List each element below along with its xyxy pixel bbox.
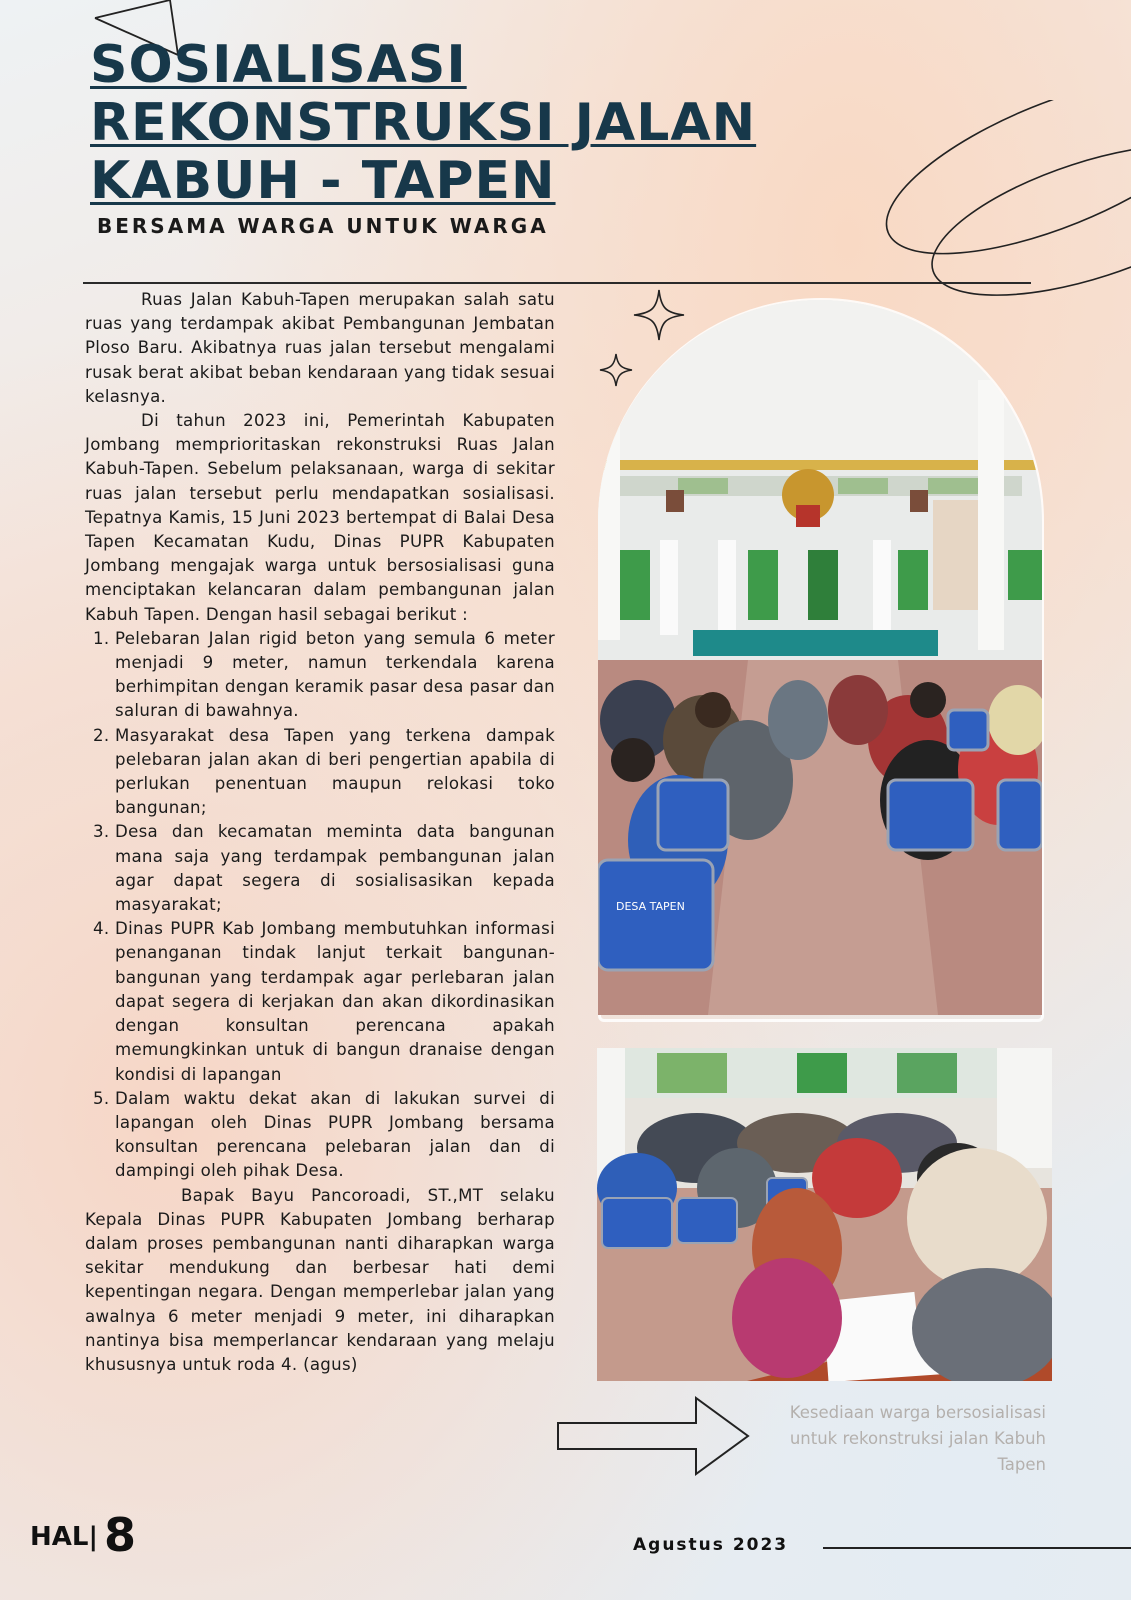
results-list-item: 3. Desa dan kecamatan meminta data bangunan mana saja yang terdampak pembangunan jalan agar dapat segera di sosialisasikan kepada masyarakat; bbox=[115, 820, 555, 917]
results-list bbox=[85, 627, 555, 1184]
title-line-3: KABUH - TAPEN bbox=[90, 151, 556, 211]
chair-label: DESA TAPEN bbox=[616, 900, 685, 913]
header-divider bbox=[83, 282, 1031, 284]
registration-photo bbox=[597, 1048, 1052, 1381]
page-subtitle: BERSAMA WARGA UNTUK WARGA bbox=[97, 214, 549, 238]
title-line-2: REKONSTRUKSI JALAN bbox=[90, 93, 757, 153]
meeting-hall-photo bbox=[598, 300, 1042, 1015]
results-list-item: 5. Dalam waktu dekat akan di lakukan survei di lapangan oleh Dinas PUPR Jombang bersama konsultan perencana pelebaran jalan dan di dampingi oleh pihak Desa. bbox=[115, 1087, 555, 1184]
article-paragraph-2: Di tahun 2023 ini, Pemerintah Kabupaten Jombang memprioritaskan rekonstruksi Ruas Jalan Kabuh-Tapen. Sebelum pelaksanaan, warga di sekitar ruas jalan tersebut perlu mendapatkan sosialisasi. Tepatnya Kamis, 15 Juni 2023 bertempat di Balai Desa Tapen Kecamatan Kudu, Dinas PUPR Kabupaten Jombang mengajak warga untuk bersosialisasi guna menciptakan kelancaran dalam pembangunan jalan Kabuh Tapen. Dengan hasil sebagai berikut : bbox=[85, 411, 555, 624]
title-line-1: SOSIALISASI bbox=[90, 35, 467, 95]
arrow-right-icon bbox=[556, 1395, 752, 1477]
page-label: HAL| bbox=[30, 1522, 98, 1552]
results-list-item: 4. Dinas PUPR Kab Jombang membutuhkan informasi penanganan tindak lanjut terkait bangunan-bangunan yang terdampak agar perlebaran jalan dapat segera di kerjakan dan akan dikordinasikan dengan konsultan perencana apakah memungkinkan untuk di bangun dranaise dengan kondisi di lapangan bbox=[115, 917, 555, 1086]
sparkle-star-icon bbox=[632, 288, 686, 342]
issue-date: Agustus 2023 bbox=[633, 1535, 789, 1555]
page-title bbox=[90, 36, 890, 210]
footer-divider bbox=[823, 1547, 1131, 1549]
article-paragraph-closing: Bapak Bayu Pancoroadi, ST.,MT selaku Kepala Dinas PUPR Kabupaten Jombang berharap dalam proses pembangunan nanti diharapkan warga sekitar mendukung dan berbesar hati demi kepentingan negara. Dengan memperlebar jalan yang awalnya 6 meter menjadi 9 meter, ini diharapkan nantinya bisa memperlancar kendaraan yang melaju khususnya untuk roda 4. (agus) bbox=[85, 1185, 555, 1374]
sparkle-star-small-icon bbox=[598, 352, 634, 388]
article-paragraph-1: Ruas Jalan Kabuh-Tapen merupakan salah satu ruas yang terdampak akibat Pembangunan Jembatan Ploso Baru. Akibatnya ruas jalan tersebut mengalami rusak berat akibat beban kendaraan yang tidak sesuai kelasnya. bbox=[85, 290, 555, 406]
results-list-item: 2. Masyarakat desa Tapen yang terkena dampak pelebaran jalan akan di beri pengertian apabila di perlukan penentuan maupun relokasi toko bangunan; bbox=[115, 724, 555, 821]
page-number: 8 bbox=[104, 1508, 137, 1562]
photo-caption: Kesediaan warga bersosialisasi untuk rekonstruksi jalan Kabuh Tapen bbox=[789, 1403, 1046, 1474]
results-list-item: 1. Pelebaran Jalan rigid beton yang semula 6 meter menjadi 9 meter, namun terkendala karena berhimpitan dengan keramik pasar desa pasar dan saluran di bawahnya. bbox=[115, 627, 555, 724]
article-body bbox=[85, 288, 555, 1377]
